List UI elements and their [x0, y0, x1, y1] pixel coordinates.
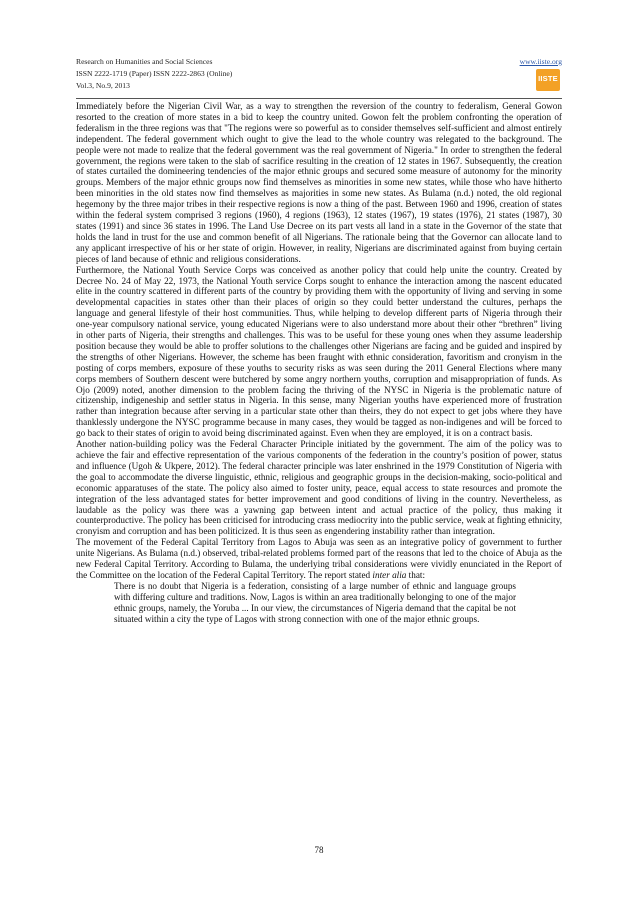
paragraph-federal-character: Another nation-building policy was the Federal Character Principle initiated by the government. The aim of the policy was to achieve the fair and effective representation of the various components of the federation in the country’s position of power, status and influence (Ugoh & Ukpere, 2012). The federal character principle was later enshrined in the 1979 Constitution of Nigeria with the goal to accommodate the diverse linguistic, ethnic, religious and geographic groups in the decision-making, socio-political and economic apparatuses of the state. The policy also aimed to foster unity, peace, equal access to state resources and promote the integration of the less advantaged states for better improvement and good conditions of living in the country. Nevertheless, as laudable as the policy was there was a yawning gap between intent and actual practice of the policy, thus making it counterproductive. The policy has been criticised for introducing crass mediocrity into the public service, weak at fighting ethnicity, cronyism and corruption and has been politicized. It is thus seen as engendering instability rather than integration. — [76, 439, 562, 537]
paragraph-capital-lead: The movement of the Federal Capital Territory from Lagos to Abuja was seen as an integrative policy of government to further unite Nigerians. As Bulama (n.d.) observed, tribal-related problems formed part of the reasons that led to the choice of Abuja as the new Federal Capital Territory. According to Bulama, the underlying tribal considerations were vividly enunciated in the Report of the Committee on the location of the Federal Capital Territory. The report stated — [76, 537, 562, 580]
logo-text: IISTE — [538, 74, 558, 83]
iiste-logo — [536, 69, 560, 91]
paragraph-states-creation: Immediately before the Nigerian Civil War, as a way to strengthen the reversion of the country to federalism, General Gowon resorted to the creation of more states in a bid to keep the country united. Gowon felt the problem confronting the operation of federalism in the three regions was that "The regions were so powerful as to consider themselves self-sufficient and almost entirely independent. The federal government which ought to give the lead to the whole country was relegated to the background. The people were not made to realize that the federal government was the real government of Nigeria." In order to strengthen the federal government, the regions were taken to the slab of sacrifice resulting in the creation of 12 states in 1967. Subsequently, the creation of states curtailed the domineering tendencies of the major ethnic groups and secured some measure of autonomy for the minority groups. Members of the major ethnic groups now find themselves as minorities in some new states, while those who have hitherto been minorities in the old states now find themselves as majorities in some new states. As Bulama (n.d.) noted, the old regional hegemony by the three major tribes in their respective regions is now a thing of the past. Between 1960 and 1996, creation of states within the federal system comprised 3 regions (1960), 4 regions (1963), 12 states (1967), 19 states (1976), 21 states (1987), 30 states (1991) and since 36 states in 1996. The Land Use Decree on its part vests all land in a state in the Governor of the state that holds the land in trust for the use and common benefit of all Nigerians. The rationale being that the Governor can allocate land to any applicant irrespective of his or her state of origin. However, in reality, Nigerians are discriminated against from buying certain pieces of land because of ethnic and religious considerations. — [76, 101, 562, 264]
volume-line: Vol.3, No.9, 2013 — [76, 81, 130, 90]
header-divider — [76, 98, 562, 99]
article-body — [76, 101, 562, 625]
inter-alia-italic: inter alia — [372, 569, 407, 580]
page-number: 78 — [314, 845, 324, 855]
page-header — [76, 56, 562, 94]
paragraph-capital-territory — [76, 537, 562, 581]
issn-line: ISSN 2222-1719 (Paper) ISSN 2222-2863 (Online) — [76, 69, 233, 78]
paragraph-capital-tail: that: — [406, 569, 426, 580]
journal-name: Research on Humanities and Social Sciences — [76, 57, 213, 66]
journal-website-link[interactable]: www.iiste.org — [519, 57, 562, 66]
paragraph-nysc: Furthermore, the National Youth Service Corps was conceived as another policy that could help unite the country. Created by Decree No. 24 of May 22, 1973, the National Youth service Corps sought to enhance the interaction among the nascent educated elite in the country scattered in different parts of the country by providing them with the opportunity of living and serving in some developmental capacities in states other than their places of origin so they could better understand the cultures, perhaps the language and general lifestyle of their host communities. Thus, while helping to develop different parts of Nigeria through their one-year compulsory national service, young educated Nigerians were to also understand more about their other “brethren” living in other parts of Nigeria, their strengths and challenges. This was to be useful for these young ones when they assume leadership position because they would be able to proffer solutions to the challenges other Nigerians are facing and be guided and inspired by the strengths of other Nigerians. However, the scheme has been fraught with ethnic consideration, favoritism and cronyism in the posting of corps members, exposure of these youths to security risks as was seen during the 2011 General Elections where many corps members of Southern descent were butchered by some angry northern youths, corruption and misappropriation of funds. As Ojo (2009) noted, another dimension to the problem facing the thriving of the NYSC in Nigeria is the problematic nature of citizenship, indigeneship and settler status in Nigeria. In this sense, many Nigerian youths have experienced more of frustration rather than integration because after serving in a particular state other than theirs, they do not expect to get jobs where they have thanklessly undergone the NYSC programme because in many cases, they would be tagged as non-indigenes and will be forced to go back to their states of origin to avoid being discriminated against. Even when they are employed, it is on a contract basis. — [76, 264, 562, 439]
block-quote: There is no doubt that Nigeria is a federation, consisting of a large number of ethnic and language groups with differing culture and traditions. Now, Lagos is within an area traditionally belonging to one of the major ethnic groups, namely, the Yoruba ... In our view, the circumstances of Nigeria demand that the capital be not situated within a city the type of Lagos with strong connection with one of the major ethnic groups. — [114, 580, 516, 624]
